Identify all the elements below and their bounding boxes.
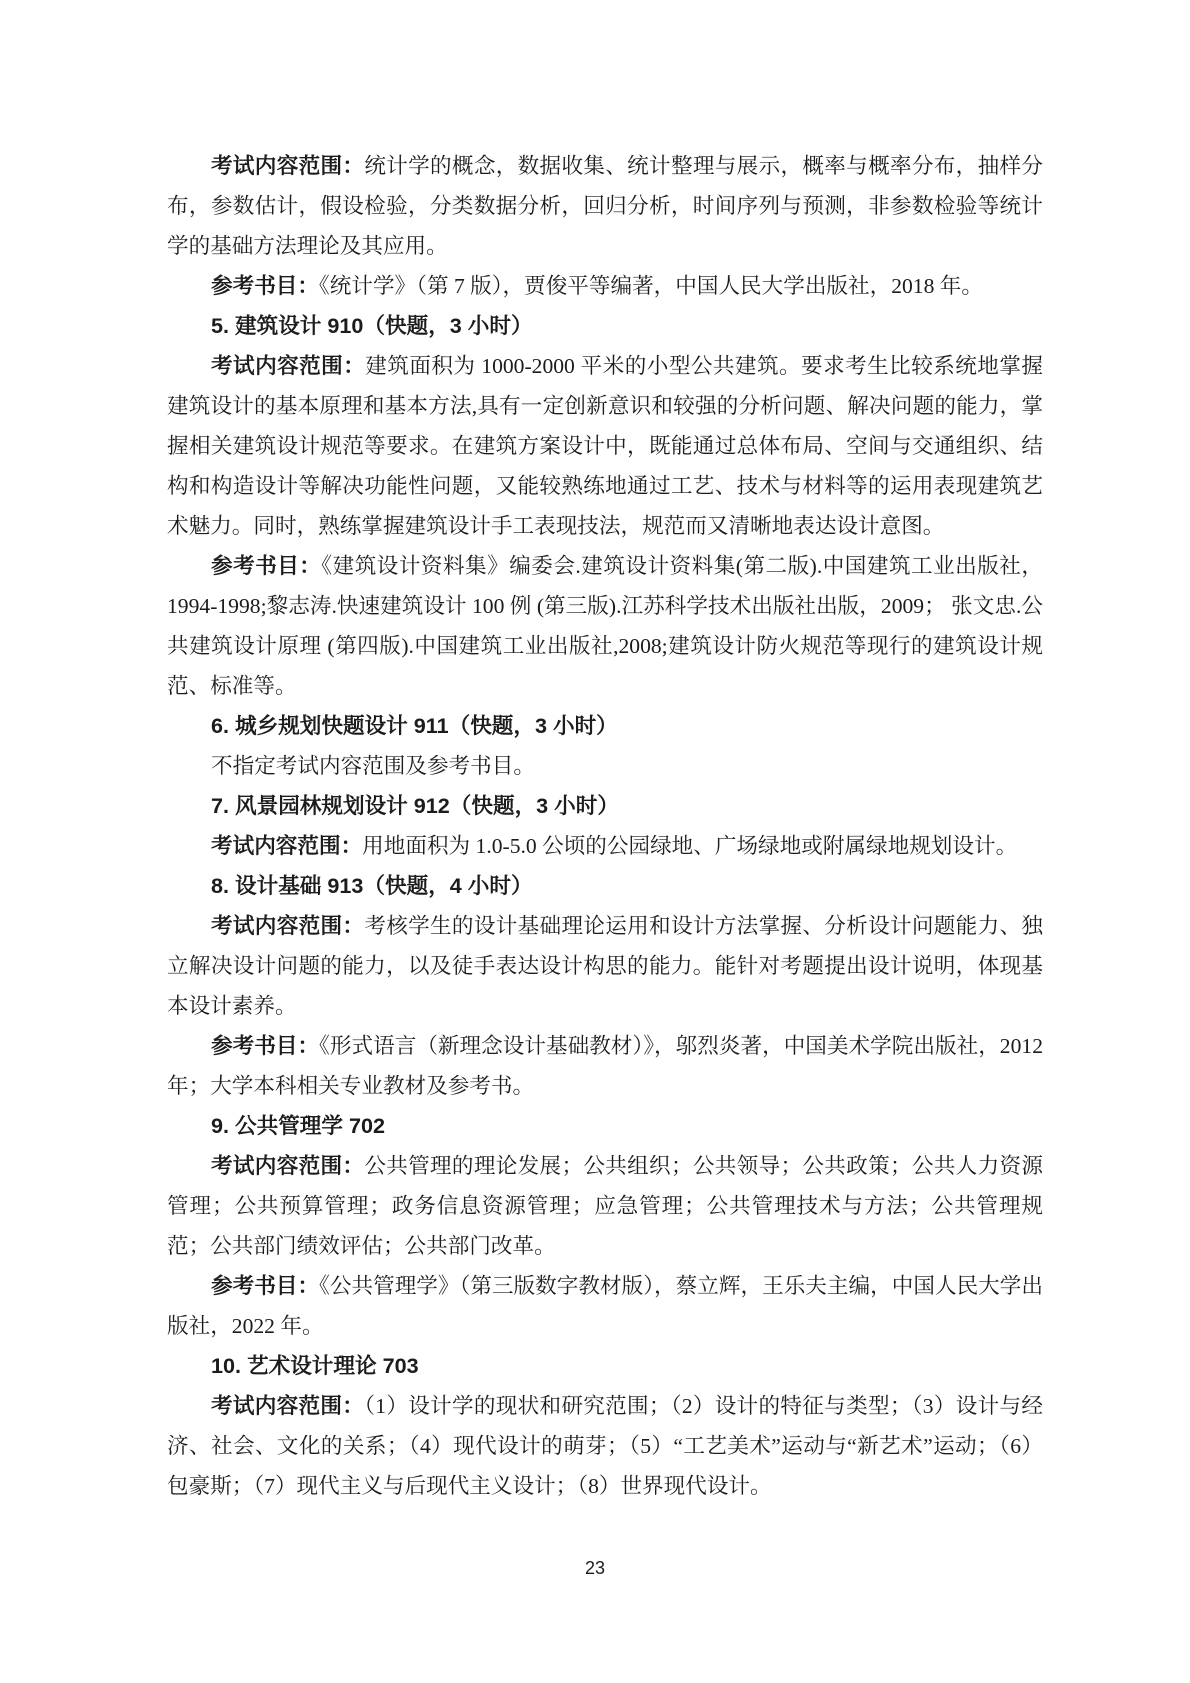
paragraph-label: 参考书目：	[211, 274, 319, 298]
paragraph-text: 《形式语言（新理念设计基础教材）》，邬烈炎著，中国美术学院出版社，2012 年；大学本科相关专业教材及参考书。	[167, 1034, 1043, 1098]
paragraph-label: 考试内容范围：	[211, 154, 365, 178]
page-number: 23	[584, 1558, 606, 1578]
paragraph-text: 不指定考试内容范围及参考书目。	[211, 754, 535, 778]
section-heading	[167, 786, 1043, 826]
section-heading	[167, 1106, 1043, 1146]
body-paragraph	[167, 546, 1043, 706]
paragraph-text: 考核学生的设计基础理论运用和设计方法掌握、分析设计问题能力、独立解决设计问题的能力，以及徒手表达设计构思的能力。能针对考题提出设计说明，体现基本设计素养。	[167, 914, 1043, 1018]
body-paragraph	[167, 266, 1043, 306]
paragraph-text: 统计学的概念，数据收集、统计整理与展示，概率与概率分布，抽样分布，参数估计，假设检验，分类数据分析，回归分析，时间序列与预测，非参数检验等统计学的基础方法理论及其应用。	[167, 154, 1043, 258]
paragraph-text: 《建筑设计资料集》编委会.建筑设计资料集(第二版).中国建筑工业出版社，1994-1998;黎志涛.快速建筑设计 100 例 (第三版).江苏科学技术出版社出版，2009； 张文忠.公共建筑设计原理 (第四版).中国建筑工业出版社,2008;建筑设计防火规范等现行的建筑设计规范、标准等。	[167, 554, 1043, 698]
paragraph-label: 考试内容范围：	[211, 834, 363, 858]
paragraph-label: 参考书目：	[211, 1034, 320, 1058]
body-paragraph	[167, 1266, 1043, 1346]
body-paragraph	[167, 346, 1043, 546]
paragraph-text: 用地面积为 1.0-5.0 公顷的公园绿地、广场绿地或附属绿地规划设计。	[362, 834, 1018, 858]
body-paragraph	[167, 146, 1043, 266]
paragraph-text: （1）设计学的现状和研究范围；（2）设计的特征与类型；（3）设计与经济、社会、文化的关系；（4）现代设计的萌芽；（5）“工艺美术”运动与“新艺术”运动；（6）包豪斯；（7）现代主义与后现代主义设计；（8）世界现代设计。	[167, 1394, 1043, 1498]
body-paragraph	[167, 746, 1043, 786]
paragraph-label: 参考书目：	[211, 1274, 320, 1298]
paragraph-text: 10. 艺术设计理论 703	[211, 1353, 419, 1378]
paragraph-text: 6. 城乡规划快题设计 911（快题，3 小时）	[211, 713, 618, 738]
paragraph-text: 公共管理的理论发展；公共组织；公共领导；公共政策；公共人力资源管理；公共预算管理；政务信息资源管理；应急管理；公共管理技术与方法；公共管理规范；公共部门绩效评估；公共部门改革。	[167, 1154, 1043, 1258]
paragraph-label: 考试内容范围：	[211, 914, 365, 938]
body-paragraph	[167, 1146, 1043, 1266]
paragraph-text: 《公共管理学》（第三版数字教材版），蔡立辉，王乐夫主编，中国人民大学出版社，2022 年。	[167, 1274, 1043, 1338]
paragraph-text: 7. 风景园林规划设计 912（快题，3 小时）	[211, 793, 619, 818]
paragraph-label: 考试内容范围：	[211, 1394, 365, 1418]
paragraph-text: 《统计学》（第 7 版），贾俊平等编著，中国人民大学出版社，2018 年。	[318, 274, 983, 298]
body-paragraph	[167, 1386, 1043, 1506]
section-heading	[167, 706, 1043, 746]
paragraph-text: 8. 设计基础 913（快题，4 小时）	[211, 873, 533, 898]
paragraph-text: 9. 公共管理学 702	[211, 1113, 386, 1138]
body-paragraph	[167, 906, 1043, 1026]
paragraph-label: 考试内容范围：	[211, 354, 366, 378]
document-content	[167, 146, 1043, 1506]
section-heading	[167, 1346, 1043, 1386]
body-paragraph	[167, 826, 1043, 866]
paragraph-text: 5. 建筑设计 910（快题，3 小时）	[211, 313, 533, 338]
paragraph-label: 参考书目：	[211, 554, 322, 578]
paragraph-text: 建筑面积为 1000-2000 平米的小型公共建筑。要求考生比较系统地掌握建筑设计的基本原理和基本方法,具有一定创新意识和较强的分析问题、解决问题的能力，掌握相关建筑设计规范等要求。在建筑方案设计中，既能通过总体布局、空间与交通组织、结构和构造设计等解决功能性问题，又能较熟练地通过工艺、技术与材料等的运用表现建筑艺术魅力。同时，熟练掌握建筑设计手工表现技法，规范而又清晰地表达设计意图。	[167, 354, 1043, 538]
body-paragraph	[167, 1026, 1043, 1106]
section-heading	[167, 306, 1043, 346]
section-heading	[167, 866, 1043, 906]
paragraph-label: 考试内容范围：	[211, 1154, 365, 1178]
